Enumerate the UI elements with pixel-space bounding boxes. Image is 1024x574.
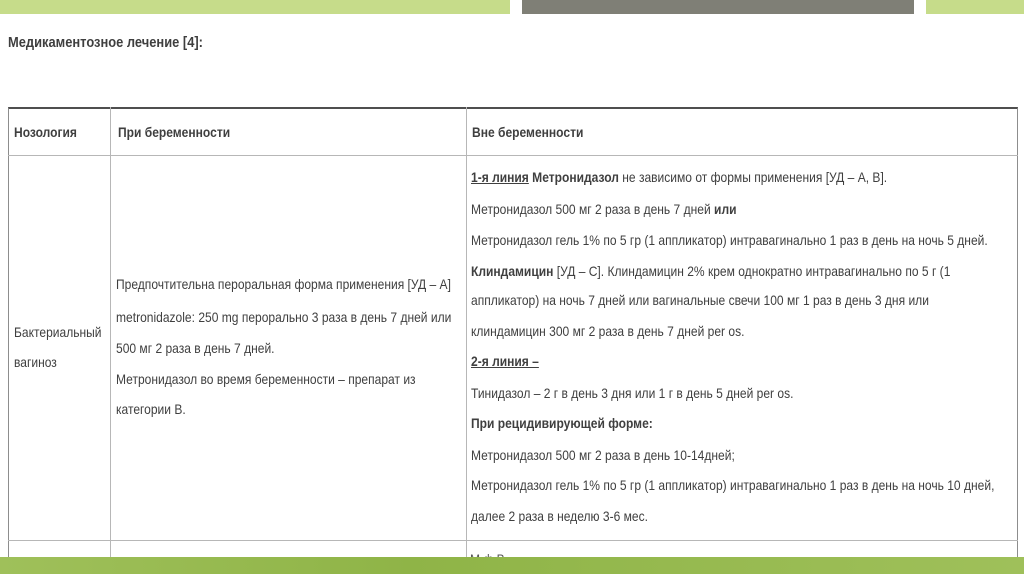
table-column-divider [110, 107, 111, 557]
pregnancy-text-line: metronidazole: 250 mg перорально 3 раза в день 7 дней или [116, 309, 452, 325]
header-pregnancy: При беременности [118, 124, 231, 140]
top-accent-bar-right [926, 0, 1024, 14]
top-accent-bar-left [0, 0, 510, 14]
metronidazole-gel-row: Метронидазол гель 1% по 5 гр (1 аппликатор) интравагинально 1 раз в день на ночь 5 дней. [471, 232, 988, 248]
second-line-label: 2-я линия – [471, 353, 539, 369]
first-line-drug: Метронидазол [528, 169, 619, 185]
recurrent-gel-row: Метронидазол гель 1% по 5 гр (1 аппликатор) интравагинально 1 раз в день на ночь 10 дней, [471, 477, 995, 493]
pregnancy-text-line: 500 мг 2 раза в день 7 дней. [116, 340, 275, 356]
recurrent-gel-row-end: далее 2 раза в неделю 3-6 мес. [471, 508, 648, 524]
metronidazole-oral-text: Метронидазол 500 мг 2 раза в день 7 дней [471, 201, 715, 217]
table-header-divider [8, 155, 1018, 156]
recurrent-metronidazole-row: Метронидазол 500 мг 2 раза в день 10-14дней; [471, 447, 735, 463]
header-non-pregnancy: Вне беременности [472, 124, 584, 140]
nosology-line: вагиноз [14, 354, 57, 370]
clindamycin-label: Клиндамицин [471, 263, 554, 279]
header-nosology: Нозология [14, 124, 77, 140]
metronidazole-oral-row [471, 201, 736, 217]
first-line-label: 1-я линия [471, 169, 529, 185]
clindamycin-text: [УД – С]. Клиндамицин 2% крем однократно интравагинально по 5 г (1 [553, 263, 951, 279]
nosology-line: Бактериальный [14, 324, 102, 340]
recurrent-form-label: При рецидивирующей форме: [471, 415, 653, 431]
tinidazole-row: Тинидазол – 2 г в день 3 дня или 1 г в день 5 дней per os. [471, 385, 794, 401]
table-column-divider [466, 107, 467, 557]
page-title: Медикаментозное лечение [4]: [8, 34, 203, 51]
clindamycin-row-continued: аппликатор) на ночь 7 дней или вагинальные свечи 100 мг 1 раз в день 3 дня или [471, 292, 929, 308]
clindamycin-row [471, 263, 950, 279]
pregnancy-text-line: Предпочтительна пероральная форма применения [УД – А] [116, 276, 451, 292]
bottom-accent-strip [0, 557, 1024, 574]
table-row-divider [8, 540, 1018, 541]
pregnancy-text-line: Метронидазол во время беременности – препарат из [116, 371, 416, 387]
first-line-rest: не зависимо от формы применения [УД – А, В]. [618, 169, 888, 185]
or-connector: или [714, 201, 737, 217]
top-accent-bar-middle [522, 0, 914, 14]
first-line-row [471, 169, 887, 185]
clindamycin-row-end: клиндамицин 300 мг 2 раза в день 7 дней per os. [471, 323, 745, 339]
pregnancy-text-line: категории В. [116, 401, 186, 417]
